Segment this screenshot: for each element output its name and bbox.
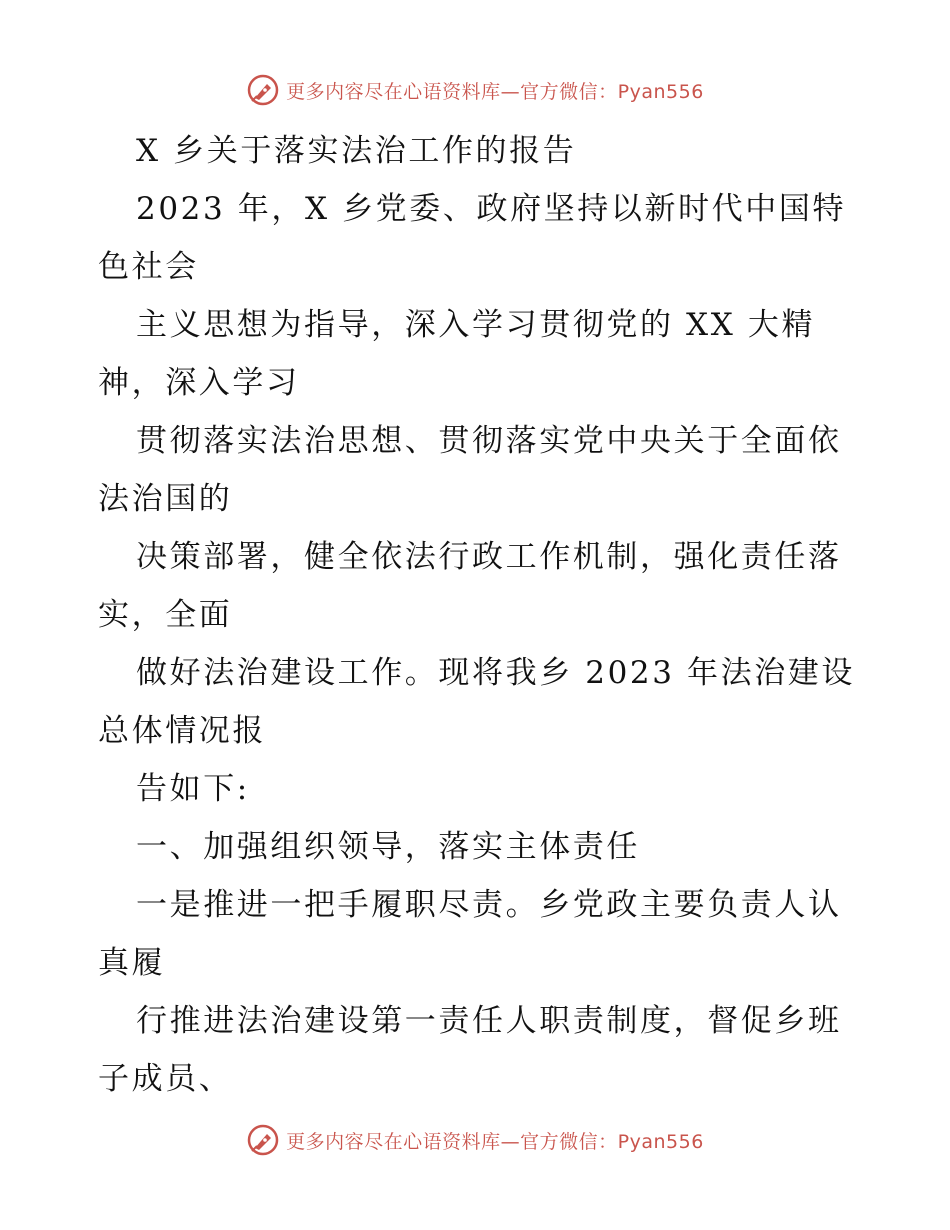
pen-nib-circle-icon bbox=[246, 1123, 280, 1157]
pen-nib-circle-icon bbox=[246, 73, 280, 107]
document-line: 行推进法治建设第一责任人职责制度，督促乡班 bbox=[136, 1003, 842, 1039]
document-line: 色社会 bbox=[98, 249, 199, 285]
document-line: 决策部署，健全依法行政工作机制，强化责任落 bbox=[136, 539, 842, 575]
document-line: 告如下: bbox=[136, 771, 250, 807]
document-line: 贯彻落实法治思想、贯彻落实党中央关于全面依 bbox=[136, 423, 842, 459]
header-banner-text: 更多内容尽在心语资料库—官方微信：Pyan556 bbox=[286, 80, 704, 103]
footer-banner bbox=[0, 1120, 950, 1160]
document-line: 一是推进一把手履职尽责。乡党政主要负责人认 bbox=[136, 887, 842, 923]
document-line: X 乡关于落实法治工作的报告 bbox=[136, 133, 577, 169]
document-line: 子成员、 bbox=[98, 1061, 233, 1097]
document-body bbox=[98, 122, 858, 1108]
document-line: 一、加强组织领导，落实主体责任 bbox=[136, 829, 640, 865]
document-line: 真履 bbox=[98, 945, 166, 981]
document-line: 主义思想为指导，深入学习贯彻党的 XX 大精 bbox=[136, 307, 816, 343]
document-line: 做好法治建设工作。现将我乡 2023 年法治建设 bbox=[136, 655, 855, 691]
document-line: 实，全面 bbox=[98, 597, 233, 633]
document-line: 神，深入学习 bbox=[98, 365, 300, 401]
document-line: 总体情况报 bbox=[98, 713, 266, 749]
document-line: 法治国的 bbox=[98, 481, 233, 517]
header-banner bbox=[0, 70, 950, 110]
document-line: 2023 年，X 乡党委、政府坚持以新时代中国特 bbox=[136, 191, 847, 227]
footer-banner-text: 更多内容尽在心语资料库—官方微信：Pyan556 bbox=[286, 1130, 704, 1153]
